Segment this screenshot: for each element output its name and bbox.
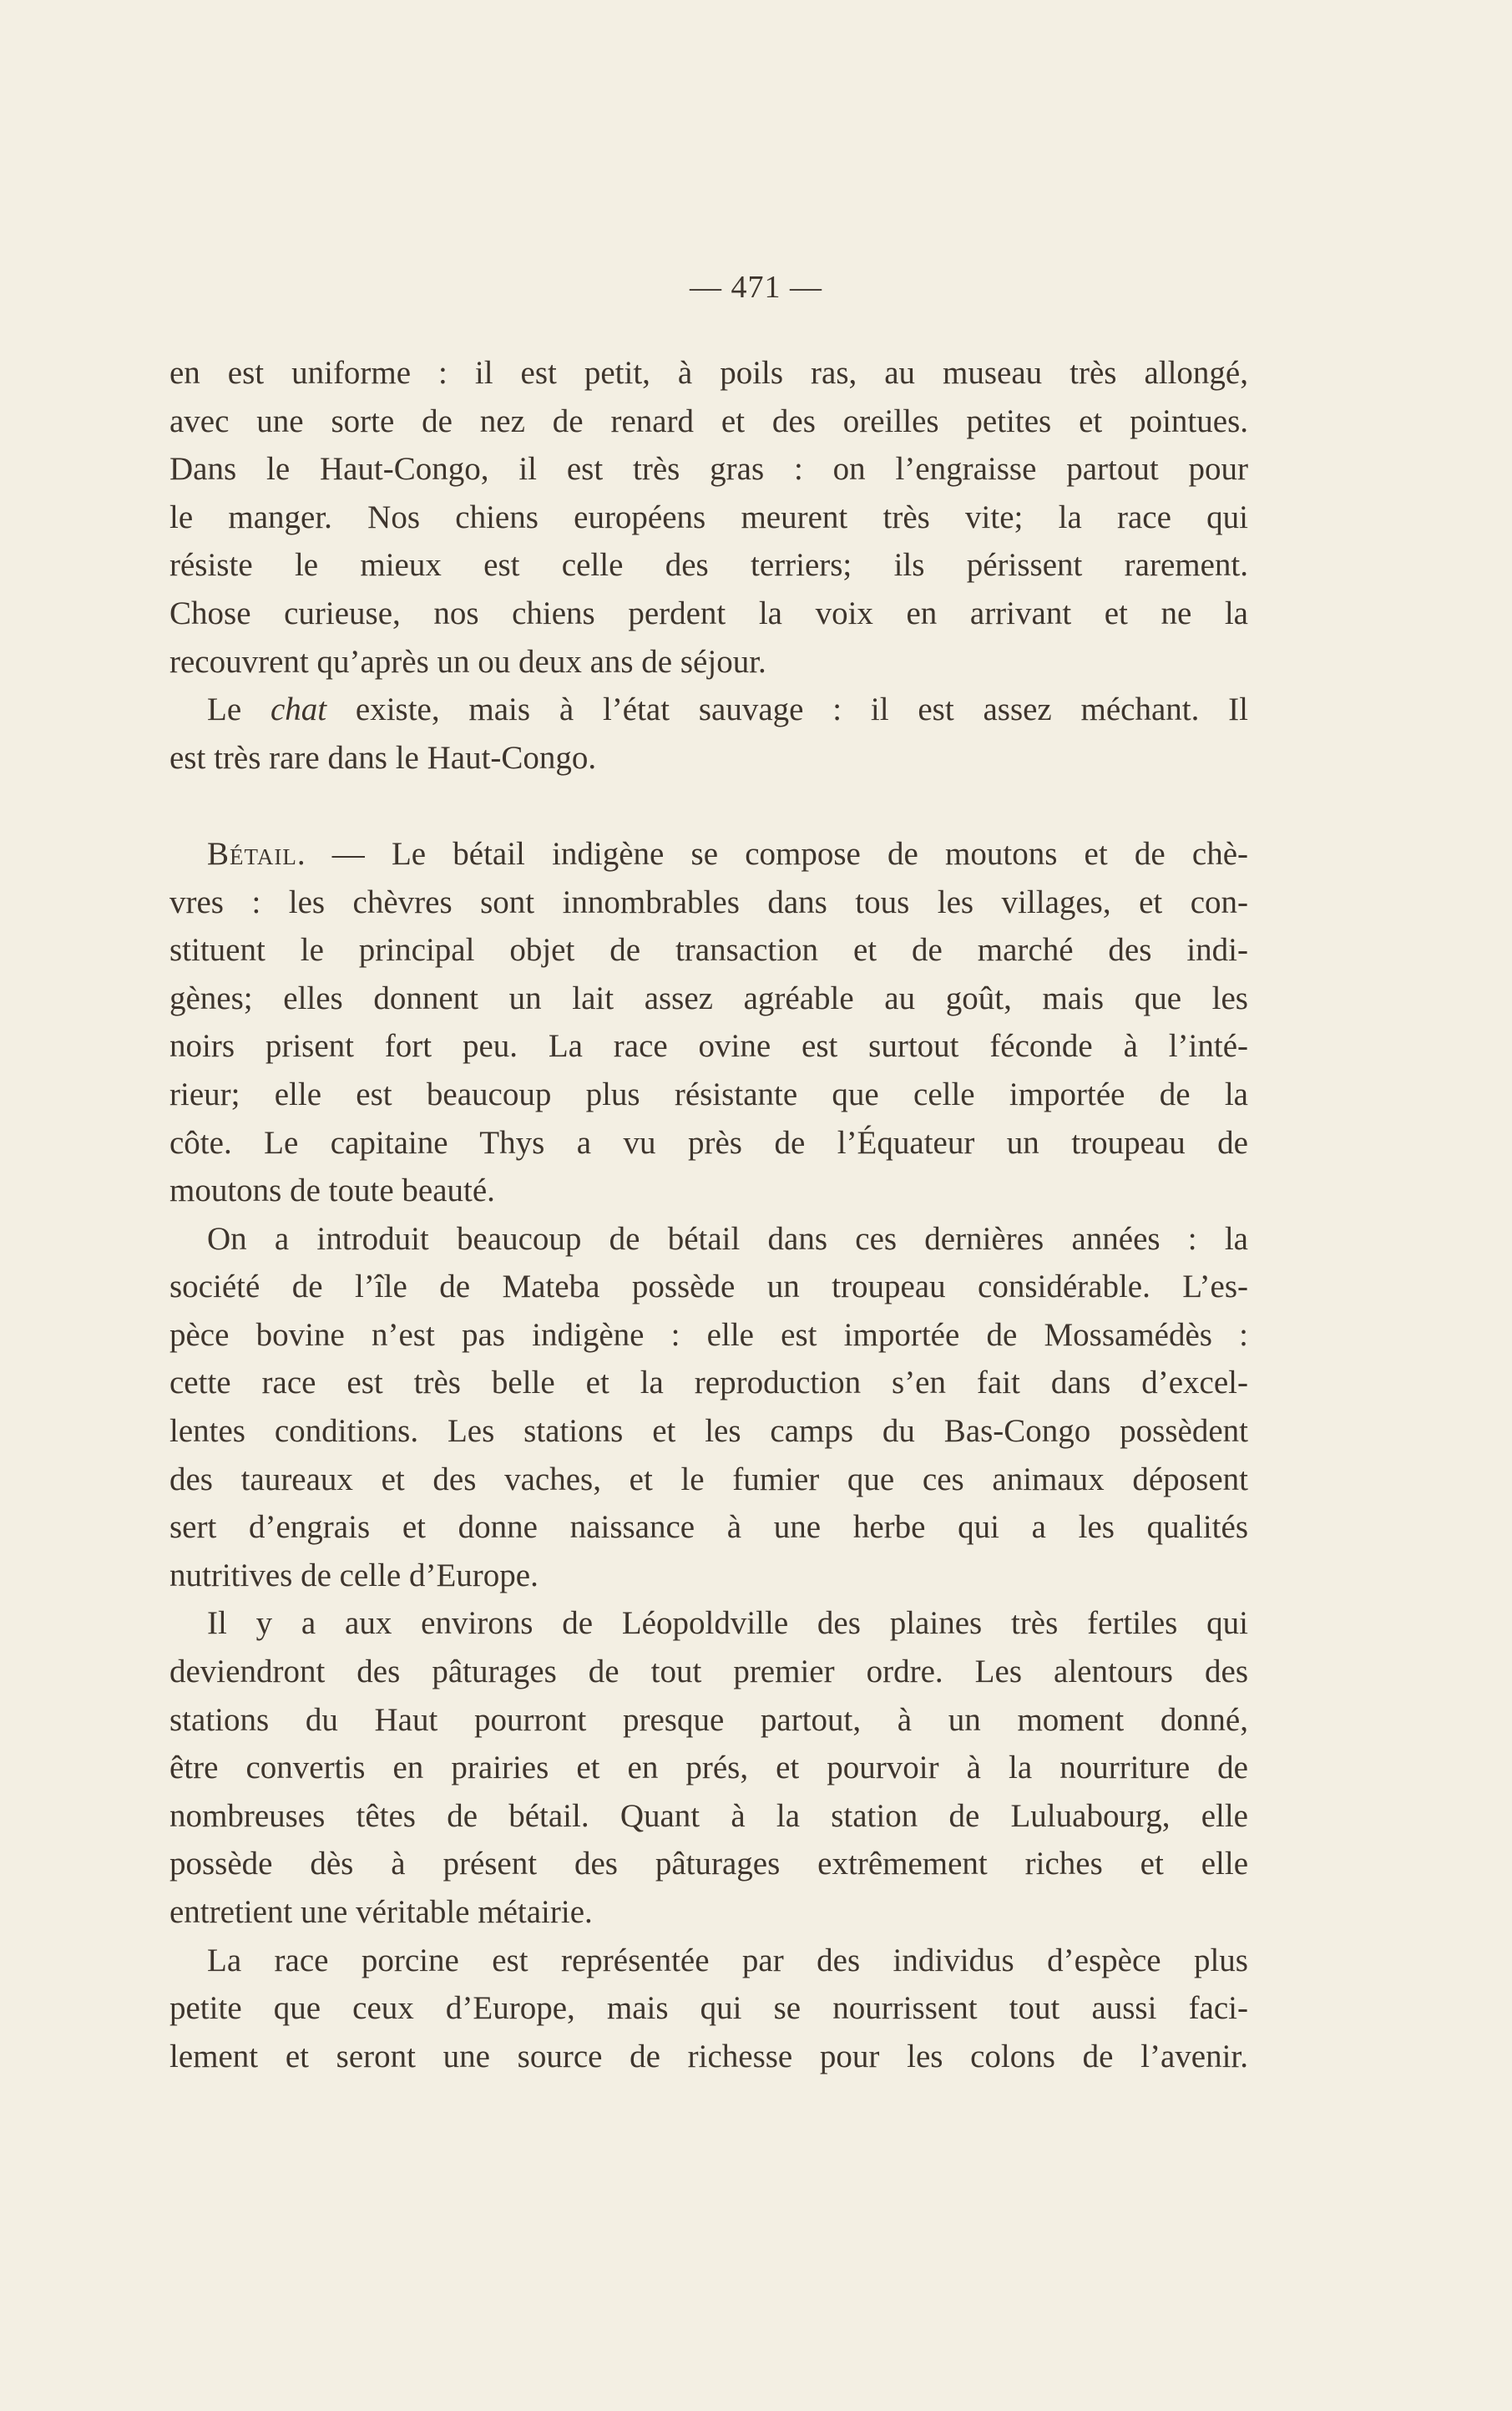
text-line: en est uniforme : il est petit, à poils ras, au museau très allongé, (169, 355, 1248, 391)
text-line: être convertis en prairies et en prés, et pourvoir à la nourriture de (169, 1750, 1248, 1786)
text-line: pèce bovine n’est pas indigène : elle est importée de Mossamédès : (169, 1316, 1248, 1353)
text-segment: . — Le bétail indigène se compose de moutons et de chè- (296, 835, 1248, 872)
text-line: des taureaux et des vaches, et le fumier que ces animaux déposent (169, 1461, 1248, 1497)
text-line: nutritives de celle d’Europe. (169, 1557, 539, 1593)
text-line: On a introduit beaucoup de bétail dans ces dernières années : la (207, 1220, 1248, 1257)
paragraph (169, 686, 1248, 782)
text-line (169, 830, 1248, 879)
page-body-text (169, 349, 1248, 2080)
text-line: sert d’engrais et donne naissance à une herbe qui a les qualités (169, 1509, 1248, 1546)
page-number: — 471 — (690, 270, 822, 305)
text-line: le manger. Nos chiens européens meurent très vite; la race qui (169, 499, 1248, 535)
text-line (169, 686, 1248, 734)
text-line: gènes; elles donnent un lait assez agréable au goût, mais que les (169, 980, 1248, 1016)
paragraph (169, 349, 1248, 686)
text-line: stituent le principal objet de transaction et de marché des indi- (169, 932, 1248, 969)
text-line: côte. Le capitaine Thys a vu près de l’Équateur un troupeau de (169, 1124, 1248, 1161)
text-segment: Le (207, 691, 271, 728)
text-line: possède dès à présent des pâturages extrêmement riches et elle (169, 1846, 1248, 1882)
text-line: entretient une véritable métairie. (169, 1894, 593, 1930)
text-line: lentes conditions. Les stations et les camps du Bas-Congo possèdent (169, 1413, 1248, 1450)
paragraph (169, 1937, 1248, 2081)
paragraph (169, 1215, 1248, 1600)
text-line: Chose curieuse, nos chiens perdent la voix en arrivant et ne la (169, 595, 1248, 631)
text-line: deviendront des pâturages de tout premier ordre. Les alentours des (169, 1654, 1248, 1690)
text-line: Dans le Haut-Congo, il est très gras : on l’engraisse partout pour (169, 451, 1248, 488)
text-line: rieur; elle est beaucoup plus résistante que celle importée de la (169, 1076, 1248, 1112)
text-line: avec une sorte de nez de renard et des oreilles petites et pointues. (169, 403, 1248, 439)
text-line: cette race est très belle et la reproduction s’en fait dans d’excel- (169, 1365, 1248, 1401)
text-line: stations du Haut pourront presque partout, à un moment donné, (169, 1701, 1248, 1738)
text-line: est très rare dans le Haut-Congo. (169, 739, 597, 776)
text-line: recouvrent qu’après un ou deux ans de séjour. (169, 643, 766, 680)
text-line: vres : les chèvres sont innombrables dans tous les villages, et con- (169, 884, 1248, 920)
text-line: résiste le mieux est celle des terriers; ils périssent rarement. (169, 547, 1248, 584)
text-line: moutons de toute beauté. (169, 1173, 495, 1209)
italic-word: chat (270, 691, 327, 728)
text-line: La race porcine est représentée par des individus d’espèce plus (207, 1942, 1248, 1978)
text-line: noirs prisent fort peu. La race ovine est surtout féconde à l’inté- (169, 1028, 1248, 1065)
text-line: lement et seront une source de richesse pour les colons de l’avenir. (169, 2038, 1248, 2074)
text-line: nombreuses têtes de bétail. Quant à la station de Luluabourg, elle (169, 1797, 1248, 1834)
paragraph (169, 830, 1248, 1215)
text-line: société de l’île de Mateba possède un troupeau considérable. L’es- (169, 1269, 1248, 1305)
section-heading: Bétail (207, 835, 297, 872)
paragraph (169, 1599, 1248, 1936)
text-segment: existe, mais à l’état sauvage : il est assez méchant. Il (326, 691, 1248, 728)
text-line: Il y a aux environs de Léopoldville des plaines très fertiles qui (207, 1605, 1248, 1642)
text-line: petite que ceux d’Europe, mais qui se nourrissent tout aussi faci- (169, 1990, 1248, 2027)
